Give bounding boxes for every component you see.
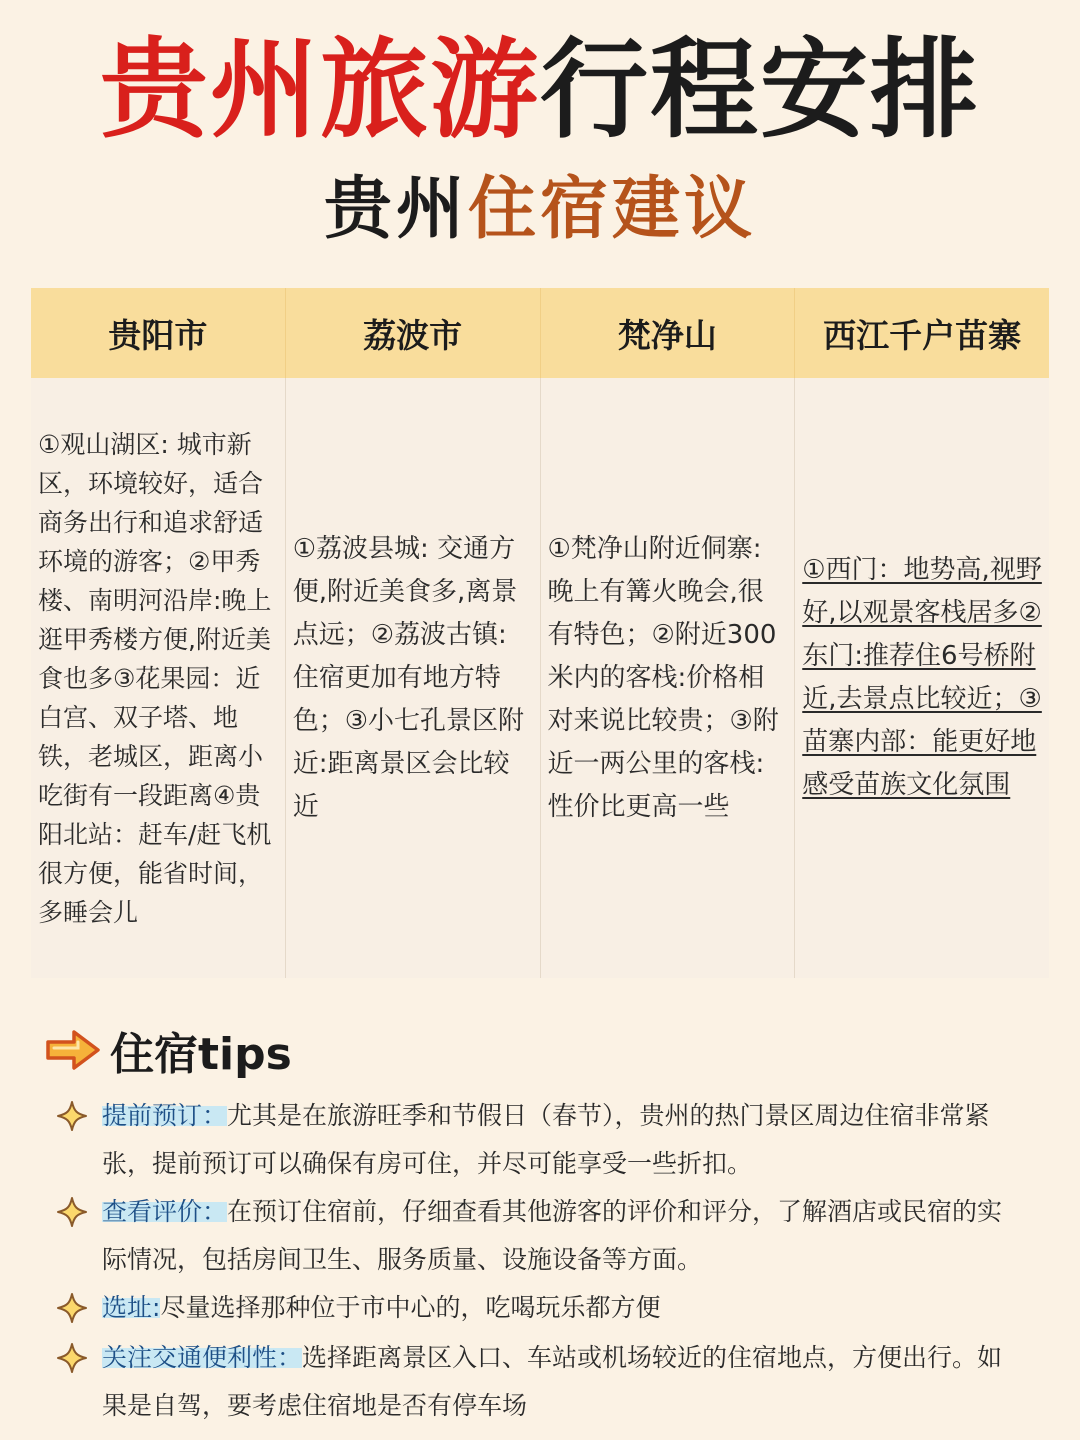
main-title — [0, 26, 1080, 156]
tip-item-transport — [56, 1334, 1026, 1430]
tips-heading-label: 住宿tips — [110, 1029, 292, 1080]
table-header-fanjingshan: 梵净山 — [541, 288, 796, 378]
tip-key: 选址: — [102, 1293, 161, 1322]
sparkle-star-icon — [56, 1292, 88, 1324]
tip-text: 选择距离景区入口、车站或机场较近的住宿地点，方便出行。如果是自驾，要考虑住宿地是否有停车场 — [102, 1343, 1003, 1420]
table-cell-text: ①梵净山附近侗寨:晚上有篝火晚会,很有特色；②附近300米内的客栈:价格相对来说比较贵；③附近一两公里的客栈:性价比更高一些 — [547, 533, 779, 822]
sparkle-star-icon — [56, 1342, 88, 1374]
table-header-libo: 荔波市 — [286, 288, 541, 378]
tip-item-location — [56, 1284, 1026, 1332]
tip-text: 在预订住宿前，仔细查看其他游客的评价和评分，了解酒店或民宿的实际情况，包括房间卫生、服务质量、设施设备等方面。 — [102, 1197, 1003, 1274]
table-cell-text: ①观山湖区: 城市新区，环境较好，适合商务出行和追求舒适环境的游客；②甲秀楼、南明河沿岸:晚上逛甲秀楼方便,附近美食也多③花果园：近白宫、双子塔、地铁，老城区，距离小吃街有一段距离④贵阳北站：赶车/赶飞机很方便，能省时间，多睡会儿 — [38, 429, 272, 927]
sparkle-star-icon — [56, 1196, 88, 1228]
table-cell-text: ①荔波县城: 交通方便,附近美食多,离景点远；②荔波古镇:住宿更加有地方特色；③小七孔景区附近:距离景区会比较近 — [292, 533, 525, 822]
sub-title-brown: 住宿建议 — [468, 170, 757, 249]
tip-item-book-early — [56, 1092, 1026, 1188]
table-body-row — [31, 378, 1049, 978]
sparkle-star-icon — [56, 1100, 88, 1132]
table-header-row — [31, 288, 1049, 378]
tip-key: 提前预订： — [102, 1101, 228, 1130]
tip-text: 尽量选择那种位于市中心的，吃喝玩乐都方便 — [160, 1293, 661, 1322]
sub-title — [0, 170, 1080, 250]
accommodation-table — [31, 288, 1049, 978]
tip-key: 关注交通便利性： — [102, 1343, 303, 1372]
table-cell-xijiang — [795, 378, 1049, 978]
tip-item-check-reviews — [56, 1188, 1026, 1284]
tip-text: 尤其是在旅游旺季和节假日（春节），贵州的热门景区周边住宿非常紧张，提前预订可以确保有房可住，并尽可能享受一些折扣。 — [102, 1101, 990, 1178]
table-cell-text: ①西门：地势高,视野好,以观景客栈居多②东门:推荐住6号桥附近,去景点比较近；③苗寨内部：能更好地感受苗族文化氛围 — [802, 555, 1042, 800]
tip-key: 查看评价： — [102, 1197, 228, 1226]
table-header-guiyang: 贵阳市 — [31, 288, 286, 378]
table-cell-fanjingshan — [541, 378, 796, 978]
table-cell-libo — [286, 378, 541, 978]
arrow-right-icon — [44, 1028, 102, 1072]
table-header-xijiang: 西江千户苗寨 — [823, 315, 1022, 355]
main-title-dark: 行程安排 — [540, 28, 981, 153]
main-title-red: 贵州旅游 — [99, 28, 540, 153]
sub-title-dark: 贵州 — [323, 170, 468, 249]
table-cell-guiyang — [31, 378, 286, 978]
tips-heading — [44, 1020, 292, 1080]
